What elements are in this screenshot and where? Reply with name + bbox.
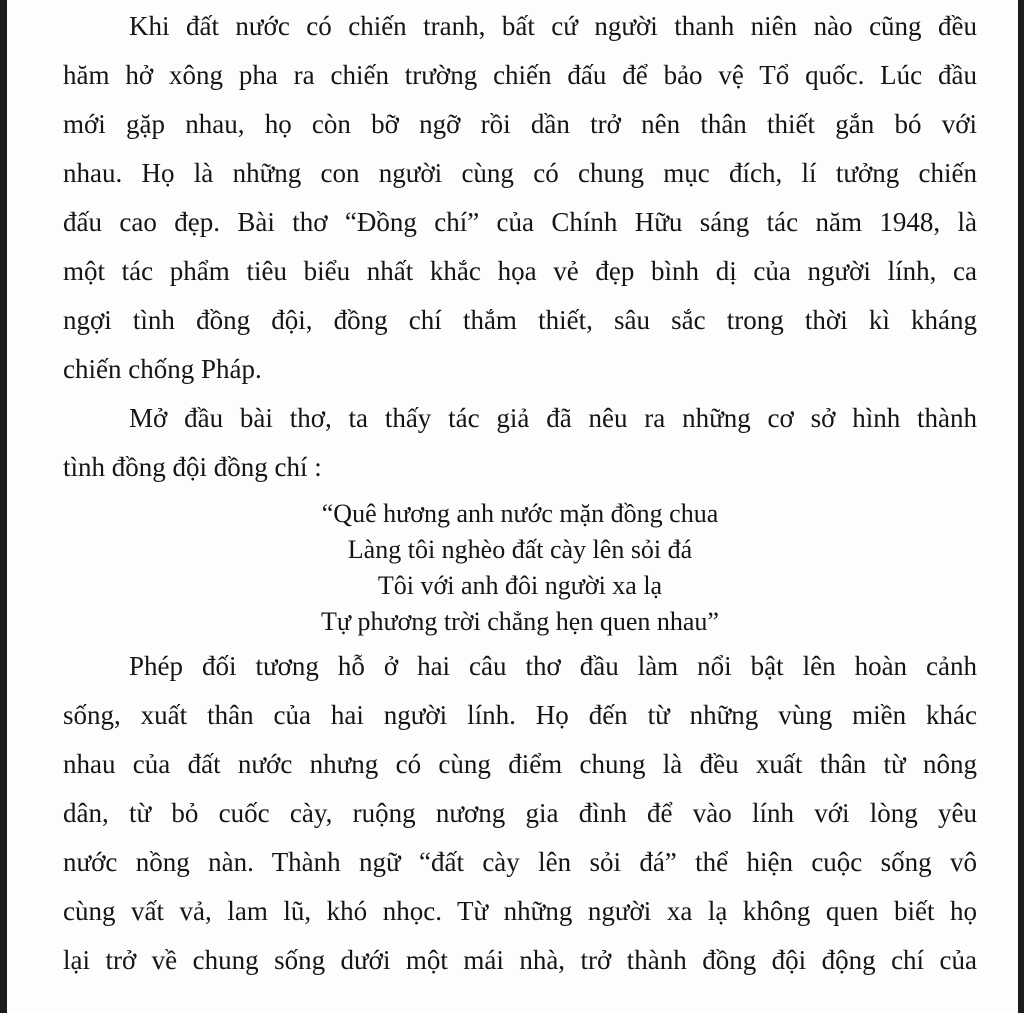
paragraph-opening [63, 394, 977, 492]
text-line: hăm hở xông pha ra chiến trường chiến đấu để bảo vệ Tổ quốc. Lúc đầu [63, 60, 977, 90]
poem-line: Làng tôi nghèo đất cày lên sỏi đá [347, 535, 693, 564]
poem-quote [63, 496, 977, 640]
poem-line: “Quê hương anh nước mặn đồng chua [321, 499, 719, 528]
text-line: Khi đất nước có chiến tranh, bất cứ người thanh niên nào cũng đều [129, 11, 977, 41]
text-line: ngợi tình đồng đội, đồng chí thắm thiết, sâu sắc trong thời kì kháng [63, 305, 977, 335]
text-line: sống, xuất thân của hai người lính. Họ đến từ những vùng miền khác [63, 700, 977, 730]
text-line: chiến chống Pháp. [63, 354, 262, 384]
document-text [63, 0, 977, 985]
text-line: đấu cao đẹp. Bài thơ “Đồng chí” của Chính Hữu sáng tác năm 1948, là [63, 207, 977, 237]
poem-line: Tự phương trời chẳng hẹn quen nhau” [321, 607, 719, 636]
text-line: nhau. Họ là những con người cùng có chung mục đích, lí tưởng chiến [63, 158, 977, 188]
text-line: mới gặp nhau, họ còn bỡ ngỡ rồi dần trở nên thân thiết gắn bó với [63, 109, 977, 139]
paragraph-intro [63, 2, 977, 394]
text-line: một tác phẩm tiêu biểu nhất khắc họa vẻ đẹp bình dị của người lính, ca [63, 256, 977, 286]
text-line: nhau của đất nước nhưng có cùng điểm chung là đều xuất thân từ nông [63, 749, 977, 779]
text-line: lại trở về chung sống dưới một mái nhà, trở thành đồng đội động chí của [63, 945, 977, 975]
text-line: nước nồng nàn. Thành ngữ “đất cày lên sỏi đá” thể hiện cuộc sống vô [63, 847, 977, 877]
poem-line: Tôi với anh đôi người xa lạ [377, 571, 663, 600]
text-line: tình đồng đội đồng chí : [63, 452, 322, 482]
text-line: dân, từ bỏ cuốc cày, ruộng nương gia đình để vào lính với lòng yêu [63, 798, 977, 828]
paragraph-analysis [63, 642, 977, 985]
document-page [7, 0, 1018, 1013]
text-line: Phép đối tương hỗ ở hai câu thơ đầu làm nổi bật lên hoàn cảnh [129, 651, 977, 681]
text-line: Mở đầu bài thơ, ta thấy tác giả đã nêu ra những cơ sở hình thành [129, 403, 977, 433]
text-line: cùng vất vả, lam lũ, khó nhọc. Từ những người xa lạ không quen biết họ [63, 896, 977, 926]
